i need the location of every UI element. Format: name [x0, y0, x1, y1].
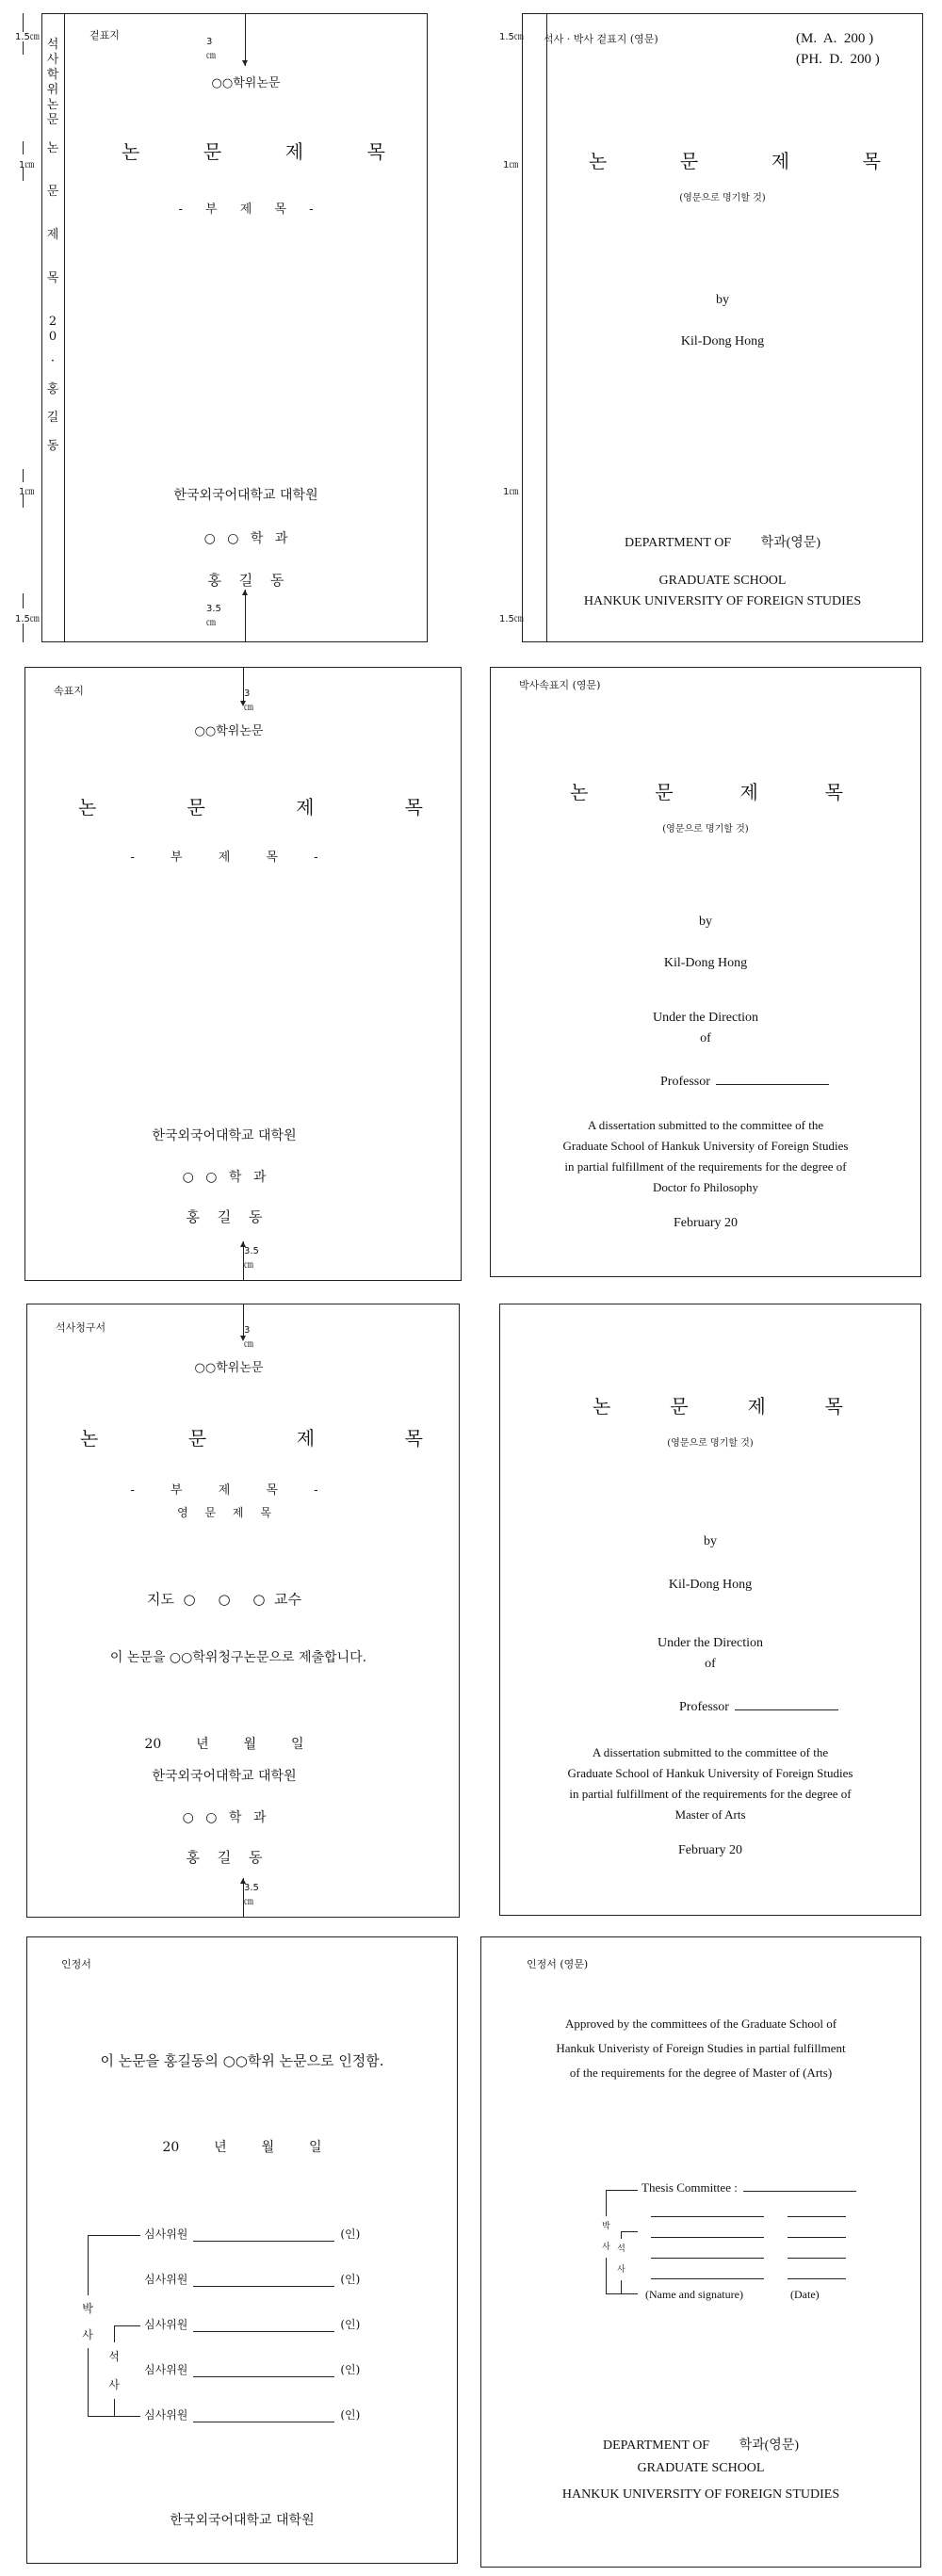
- statement-line-3: in partial fulfillment of the requirements for the degree of: [569, 1787, 852, 1801]
- subtitle: - 부 제 목 -: [178, 203, 314, 217]
- committee-row-1: 심사위원 (인): [144, 2228, 361, 2241]
- department-english: DEPARTMENT OF 학과(영문): [602, 2438, 800, 2453]
- english-note: (영문으로 명기할 것): [679, 193, 766, 203]
- english-title-placeholder: 영 문 제 목: [177, 1506, 271, 1519]
- master-bracket-label: 석 사: [108, 2342, 120, 2399]
- submission-date: February 20: [677, 1843, 743, 1857]
- under-direction: Under the Direction: [653, 1011, 758, 1025]
- margin-dim-lower: 1㎝: [19, 487, 35, 497]
- department-name: ○ ○ 학 과: [182, 1810, 267, 1825]
- statement-line-4: Doctor fo Philosophy: [653, 1180, 758, 1194]
- master-english-title-page: [499, 1304, 921, 1916]
- professor-line: Professor: [679, 1700, 844, 1715]
- page-label: 인정서: [61, 1958, 91, 1970]
- direction-of: of: [705, 1657, 716, 1671]
- graduate-school: GRADUATE SCHOOL: [637, 2461, 765, 2475]
- committee-row-3: 심사위원 (인): [144, 2318, 361, 2331]
- degree-label: ○○학위논문: [194, 1361, 264, 1375]
- department-english: DEPARTMENT OF 학과(영문): [624, 536, 821, 550]
- advisor-line: 지도 ○ ○ ○ 교수: [147, 1591, 301, 1608]
- statement-line-2: Graduate School of Hankuk University of Foreign Studies: [567, 1766, 853, 1780]
- statement-line-4: Master of Arts: [674, 1807, 746, 1822]
- committee-row-5: 심사위원 (인): [144, 2408, 361, 2422]
- submission-date: February 20: [673, 1216, 739, 1230]
- margin-dim-lower: 1㎝: [503, 487, 519, 497]
- margin-dim-bottom: 1.5㎝: [499, 614, 524, 624]
- by-label: by: [704, 1534, 717, 1548]
- doctoral-inner-title-page: [490, 667, 921, 1277]
- under-direction: Under the Direction: [658, 1636, 763, 1650]
- author-english: Kil-Dong Hong: [663, 956, 748, 970]
- master-submission-page: 석사청구서 3㎝ ○○학위논문 논 문 제 목 - 부 제 목 - 영 문 제 목 지도 ○ ○ ○ 교수 이 논문을 ○○학위청구논문으로 제출합니다. 20 년 월 일 한국외국어대학교 대학원 ○ ○ 학 과 홍 길 동 3.5㎝: [26, 1304, 460, 1918]
- doctor-bracket-label: 박 사: [82, 2295, 93, 2348]
- degree-label: ○○학위논문: [211, 76, 281, 90]
- statement-line-1: A dissertation submitted to the committee of the: [587, 1118, 824, 1132]
- professor-line: Professor: [660, 1075, 835, 1090]
- thesis-title: 논 문 제 목: [593, 1395, 843, 1418]
- english-note: (영문으로 명기할 것): [662, 824, 749, 834]
- by-label: by: [699, 915, 712, 929]
- cover-page-english: [522, 13, 923, 642]
- thesis-title: 논 문 제 목: [570, 781, 843, 803]
- thesis-title: 논 문 제 목: [122, 140, 385, 163]
- approval-line-2: Hankuk Univeristy of Foreign Studies in partial fulfillment: [556, 2041, 846, 2055]
- author-name: 홍 길 동: [186, 1849, 263, 1866]
- thesis-committee-line: Thesis Committee :: [642, 2180, 862, 2195]
- page-label: 석사 · 박사 겉표지 (영문): [544, 33, 658, 45]
- approval-statement: 이 논문을 홍길동의 ○○학위 논문으로 인정함.: [100, 2052, 384, 2069]
- margin-dim-mid: 1㎝: [19, 160, 35, 170]
- committee-row-2: 심사위원 (인): [144, 2273, 361, 2286]
- thesis-title: 논 문 제 목: [80, 1427, 423, 1450]
- approval-line-1: Approved by the committees of the Graduate School of: [564, 2017, 837, 2031]
- committee-row-4: 심사위원 (인): [144, 2363, 361, 2376]
- approval-page-english: [480, 1936, 921, 2568]
- approval-line-3: of the requirements for the degree of Master of (Arts): [569, 2066, 833, 2080]
- approval-date: 20 년 월 일: [162, 2140, 322, 2155]
- submission-statement: 이 논문을 ○○학위청구논문으로 제출합니다.: [109, 1650, 367, 1665]
- university-english: HANKUK UNIVERSITY OF FOREIGN STUDIES: [583, 594, 862, 608]
- doctor-degree-year: (PH. D. 200 ): [796, 52, 880, 67]
- department-name: ○ ○ 학 과: [182, 1170, 267, 1185]
- author-name: 홍 길 동: [186, 1208, 263, 1225]
- thesis-title: 논 문 제 목: [589, 150, 881, 172]
- university-english: HANKUK UNIVERSITY OF FOREIGN STUDIES: [561, 2487, 840, 2502]
- margin-dim-bottom: 1.5㎝: [15, 614, 40, 624]
- degree-label: ○○학위논문: [194, 724, 264, 738]
- page-label: 인정서 (영문): [527, 1958, 589, 1970]
- subtitle: - 부 제 목 -: [130, 1483, 318, 1498]
- university-name: 한국외국어대학교 대학원: [152, 1769, 297, 1784]
- statement-line-2: Graduate School of Hankuk University of Foreign Studies: [562, 1139, 849, 1153]
- page-label: 박사속표지 (영문): [519, 679, 601, 691]
- author-english: Kil-Dong Hong: [668, 1578, 753, 1592]
- by-label: by: [716, 293, 729, 307]
- english-note: (영문으로 명기할 것): [667, 1438, 754, 1449]
- author-english: Kil-Dong Hong: [680, 334, 765, 348]
- name-signature-label: (Name and signature): [645, 2288, 743, 2301]
- thesis-title: 논 문 제 목: [78, 796, 423, 818]
- graduate-school: GRADUATE SCHOOL: [658, 574, 787, 588]
- margin-dim-top: 1.5㎝: [499, 32, 524, 42]
- university-name: 한국외국어대학교 대학원: [173, 488, 318, 503]
- doctor-bracket-label: 박 사: [602, 2216, 610, 2258]
- author-name: 홍 길 동: [207, 572, 284, 589]
- date-label: (Date): [790, 2288, 820, 2301]
- approval-page-korean: [26, 1936, 458, 2564]
- statement-line-3: in partial fulfillment of the requirements for the degree of: [564, 1159, 847, 1174]
- master-bracket-label: 석 사: [617, 2239, 625, 2280]
- university-name: 한국외국어대학교 대학원: [152, 1128, 297, 1143]
- margin-dim-mid: 1㎝: [503, 160, 519, 170]
- master-degree-year: (M. A. 200 ): [796, 31, 874, 46]
- department-name: ○ ○ 학 과: [203, 531, 288, 546]
- spine-column: [522, 13, 547, 642]
- cover-page-korean: 겉표지 3㎝ ○○학위논문 논 문 제 목 - 부 제 목 - 한국외국어대학교 대학원 ○ ○ 학 과 홍 길 동 3.5㎝: [64, 13, 428, 642]
- university-name: 한국외국어대학교 대학원: [170, 2513, 315, 2528]
- page-label: 속표지: [54, 685, 84, 697]
- direction-of: of: [700, 1031, 711, 1045]
- spine-text: 석 사 학 위 논 문 논 문 제 목 2 0 · 홍 길 동: [46, 38, 59, 453]
- statement-line-1: A dissertation submitted to the committee of the: [592, 1745, 829, 1759]
- submission-date: 20 년 월 일: [144, 1737, 304, 1752]
- inner-title-page: 속표지 3㎝ ○○학위논문 논 문 제 목 - 부 제 목 - 한국외국어대학교 대학원 ○ ○ 학 과 홍 길 동 3.5㎝: [24, 667, 462, 1281]
- page-label: 겉표지: [89, 29, 120, 41]
- subtitle: - 부 제 목 -: [130, 851, 318, 865]
- page-label: 석사청구서: [56, 1321, 106, 1334]
- margin-dim-top: 1.5㎝: [15, 32, 40, 42]
